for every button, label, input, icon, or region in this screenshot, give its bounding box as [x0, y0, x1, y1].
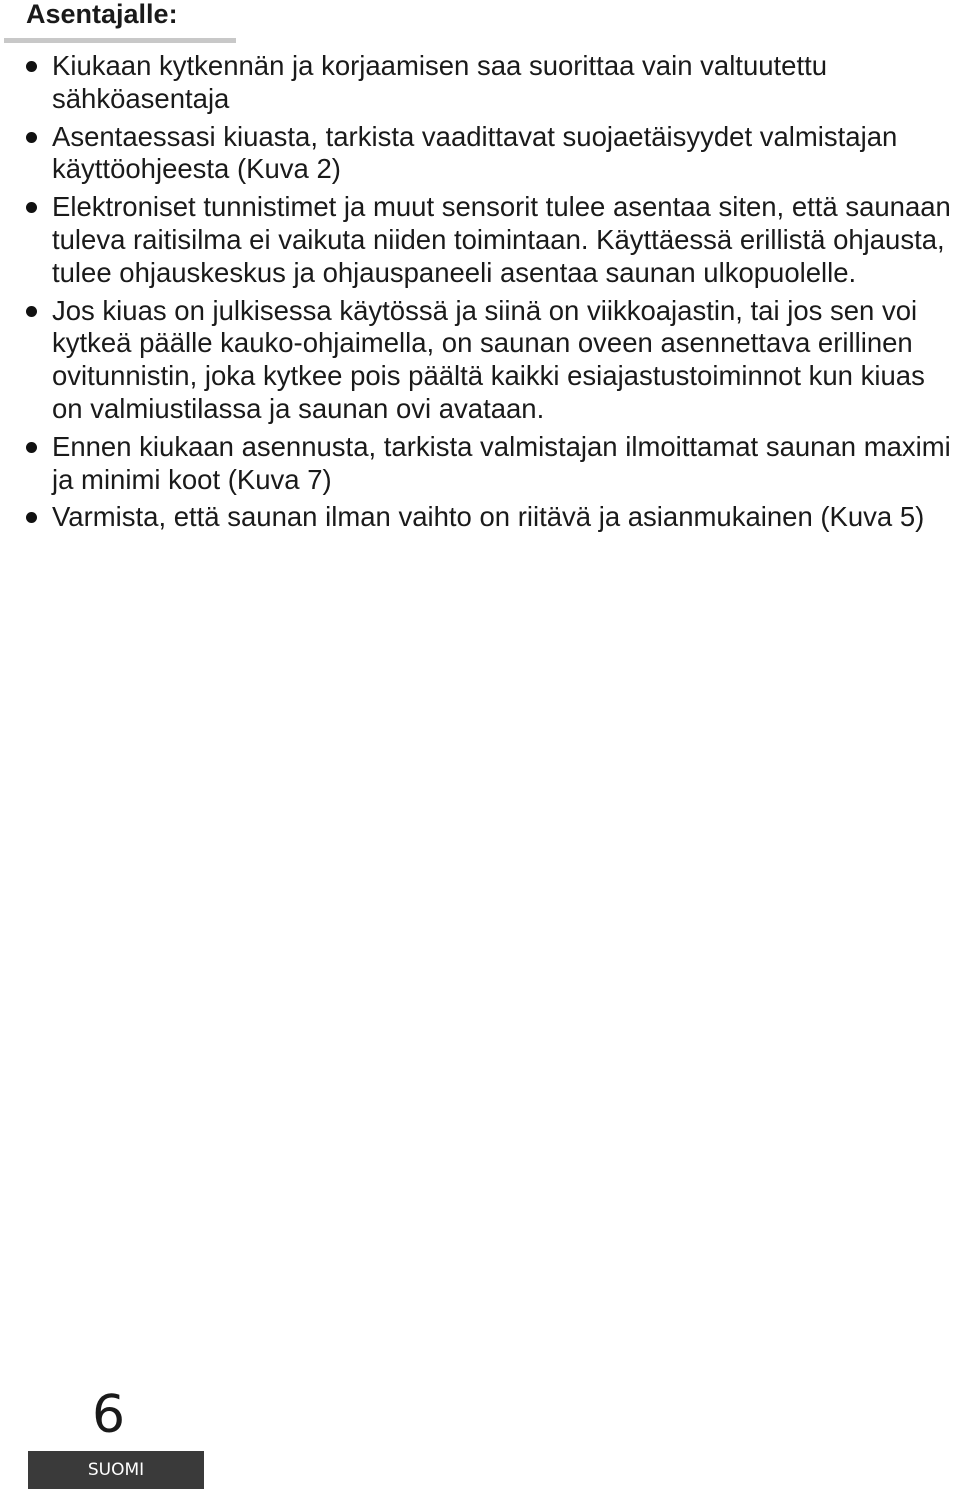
- list-item: [0, 50, 960, 116]
- list-item: [0, 501, 960, 534]
- list-item-text: Jos kiuas on julkisessa käytössä ja siinä on viikkoajastin, tai jos sen voi kytkeä päälle kauko-ohjaimella, on saunan oveen asennettava erillinen ovitunnistin, joka kytkee pois päältä kaikki esiajastustoiminnot kun kiuas on valmiustilassa ja saunan ovi avataan.: [52, 294, 925, 424]
- instruction-list: [0, 50, 960, 539]
- list-item: [0, 191, 960, 289]
- language-label: SUOMI: [28, 1451, 204, 1489]
- list-item-text: Ennen kiukaan asennusta, tarkista valmistajan ilmoittamat saunan maximi ja minimi koot (Kuva 7): [52, 430, 951, 495]
- bullet-icon: [26, 132, 37, 143]
- list-item-text: Elektroniset tunnistimet ja muut sensorit tulee asentaa siten, että saunaan tuleva raitisilma ei vaikuta niiden toimintaan. Käyttäessä erillistä ohjausta, tulee ohjauskeskus ja ohjauspaneeli asentaa saunan ulkopuolelle.: [52, 191, 951, 288]
- page-number: 6: [92, 1385, 126, 1445]
- bullet-icon: [26, 442, 37, 453]
- list-item: [0, 295, 960, 426]
- heading-underline: [4, 38, 236, 43]
- bullet-icon: [26, 306, 37, 317]
- bullet-icon: [26, 61, 37, 72]
- list-item: [0, 121, 960, 187]
- list-item-text: Kiukaan kytkennän ja korjaamisen saa suorittaa vain valtuutettu sähköasentaja: [52, 50, 828, 114]
- list-item-text: Varmista, että saunan ilman vaihto on riitävä ja asianmukainen (Kuva 5): [52, 501, 925, 533]
- bullet-icon: [26, 512, 37, 523]
- list-item: [0, 431, 960, 497]
- section-heading: Asentajalle:: [26, 0, 178, 29]
- list-item-text: Asentaessasi kiuasta, tarkista vaadittavat suojaetäisyydet valmistajan käyttöohjeesta (Kuva 2): [52, 120, 898, 185]
- bullet-icon: [26, 202, 37, 213]
